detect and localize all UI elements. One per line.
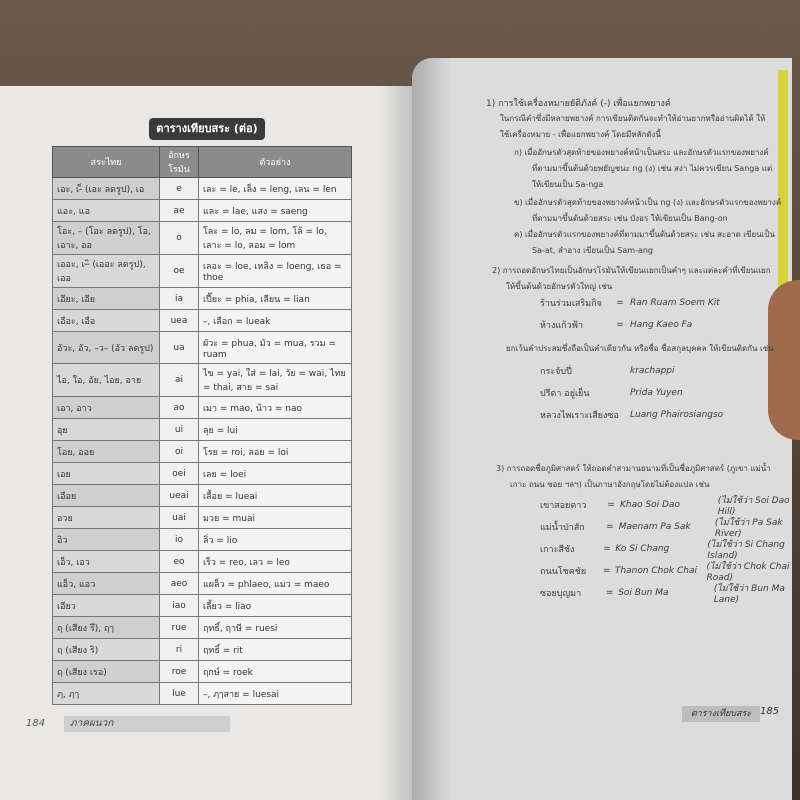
cell-thai-vowel: โอย, ออย bbox=[53, 441, 160, 463]
place-roman: Ko Si Chang bbox=[615, 544, 670, 554]
cell-example: ลุย = lui bbox=[198, 419, 351, 441]
list-item: ปรีดา อยู่เย็น Prida Yuyen bbox=[540, 388, 683, 399]
header-roman: อักษรโรมัน bbox=[160, 147, 199, 178]
table-row bbox=[53, 441, 352, 463]
cell-roman: e bbox=[160, 178, 199, 200]
cell-roman: ua bbox=[160, 332, 199, 364]
table-row bbox=[53, 485, 352, 507]
cell-thai-vowel: ฦ, ฦๅ bbox=[53, 683, 160, 705]
cell-example: –, เลือก = lueak bbox=[198, 310, 351, 332]
place-roman: Soi Bun Ma bbox=[618, 588, 669, 598]
cell-roman: aeo bbox=[160, 573, 199, 595]
cell-example: ฤทธิ์, ฤาษี = ruesi bbox=[198, 617, 351, 639]
vowel-table bbox=[52, 146, 352, 705]
text-line: Sa-at, สำอาง เขียนเป็น Sam-ang bbox=[532, 246, 654, 255]
cell-roman: ri bbox=[160, 639, 199, 661]
text-line: ข) เมื่ออักษรตัวสุดท้ายของพยางค์หน้าเป็น ng (ง) และอักษรตัวแรกของพยางค์ bbox=[514, 198, 782, 207]
cell-thai-vowel: เอา, อาว bbox=[53, 397, 160, 419]
place-note: (ไม่ใช้ว่า Bun Ma Lane) bbox=[713, 584, 785, 605]
place-thai: เขาสอยดาว bbox=[540, 501, 587, 511]
text-line: ค) เมื่ออักษรตัวแรกของพยางค์ที่ตามมาขึ้นต้นด้วยสระ เช่น สะอาด เขียนเป็น bbox=[514, 230, 775, 239]
table-row bbox=[53, 683, 352, 705]
cell-thai-vowel: อุย bbox=[53, 419, 160, 441]
place-note: (ไม่ใช้ว่า Soi Dao Hill) bbox=[717, 496, 790, 517]
header-thai-vowel: สระไทย bbox=[53, 147, 160, 178]
page-number-right: 185 bbox=[760, 706, 780, 717]
list-item bbox=[540, 494, 800, 516]
cell-thai-vowel: เอียะ, เอีย bbox=[53, 288, 160, 310]
list-item bbox=[540, 582, 800, 604]
equals: = bbox=[606, 522, 614, 532]
cell-roman: ueai bbox=[160, 485, 199, 507]
place-thai: เกาะสีชัง bbox=[540, 545, 575, 555]
header-example: ตัวอย่าง bbox=[198, 147, 351, 178]
text-line: ในกรณีคำซึ่งมีหลายพยางค์ การเขียนติดกันจะทำให้อ่านยากหรืออ่านผิดได้ ให้ bbox=[500, 114, 766, 123]
cell-roman: o bbox=[160, 222, 199, 255]
place-note: (ไม่ใช้ว่า Chok Chai Road) bbox=[706, 562, 790, 583]
text-line: ใช้เครื่องหมาย - เพื่อแยกพยางค์ โดยมีหลักดังนี้ bbox=[500, 130, 661, 139]
table-row bbox=[53, 255, 352, 288]
place-thai: แม่น้ำป่าสัก bbox=[540, 523, 585, 533]
list-item bbox=[540, 516, 800, 538]
cell-roman: iao bbox=[160, 595, 199, 617]
cell-thai-vowel: โอะ, – (โอะ ลดรูป), โอ, เอาะ, ออ bbox=[53, 222, 160, 255]
table-row bbox=[53, 288, 352, 310]
footer-title-left: ภาคผนวก bbox=[64, 716, 230, 732]
cell-roman: rue bbox=[160, 617, 199, 639]
cell-example: ฤทธิ์ = rit bbox=[198, 639, 351, 661]
cell-roman: oe bbox=[160, 255, 199, 288]
cell-example: เร็ว = reo, เลว = leo bbox=[198, 551, 351, 573]
cell-thai-vowel: ฤ (เสียง ริ) bbox=[53, 639, 160, 661]
table-row bbox=[53, 595, 352, 617]
table-title: ตารางเทียบสระ (ต่อ) bbox=[149, 118, 265, 140]
list-item: ร้านร่วมเสริมกิจ = Ran Ruam Soem Kit bbox=[540, 298, 720, 309]
table-row bbox=[53, 507, 352, 529]
gutter-shadow-left bbox=[380, 86, 414, 800]
list-item: ห้างแก้วฟ้า = Hang Kaeo Fa bbox=[540, 320, 693, 331]
equals: = bbox=[602, 566, 611, 576]
list-item bbox=[540, 560, 800, 582]
examples-names bbox=[540, 360, 740, 426]
cell-thai-vowel: เอะ, เ-็ (เอะ ลดรูป), เอ bbox=[53, 178, 160, 200]
place-note: (ไม่ใช้ว่า Si Chang Island) bbox=[707, 540, 785, 561]
cell-roman: oei bbox=[160, 463, 199, 485]
page-number-left: 184 bbox=[26, 718, 46, 729]
table-row bbox=[53, 397, 352, 419]
table-row bbox=[53, 222, 352, 255]
text-line: 2) การถอดอักษรไทยเป็นอักษรโรมันให้เขียนแยกเป็นคำๆ และแต่ละคำที่เขียนแยก bbox=[492, 266, 771, 275]
cell-example: เมา = mao, น้าว = nao bbox=[198, 397, 351, 419]
cell-example: เปี๊ยะ = phia, เลียน = lian bbox=[198, 288, 351, 310]
table-row bbox=[53, 463, 352, 485]
table-row bbox=[53, 573, 352, 595]
place-thai: ซอยบุญมา bbox=[540, 589, 582, 599]
table-row bbox=[53, 639, 352, 661]
cell-thai-vowel: เอือย bbox=[53, 485, 160, 507]
cell-roman: io bbox=[160, 529, 199, 551]
footer-title-right: ตารางเทียบสระ bbox=[682, 706, 760, 722]
list-item: กระจับปี่ krachappi bbox=[540, 366, 675, 377]
cell-thai-vowel: ฤ (เสียง รึ), ฤๅ bbox=[53, 617, 160, 639]
cell-example: ลิ่ว = lio bbox=[198, 529, 351, 551]
table-row bbox=[53, 419, 352, 441]
cell-thai-vowel: แอะ, แอ bbox=[53, 200, 160, 222]
cell-thai-vowel: เอียว bbox=[53, 595, 160, 617]
hand bbox=[768, 280, 800, 440]
cell-thai-vowel: อัวะ, อัว, –ว– (อัว ลดรูป) bbox=[53, 332, 160, 364]
cell-roman: uai bbox=[160, 507, 199, 529]
cell-example: และ = lae, แสง = saeng bbox=[198, 200, 351, 222]
equals: = bbox=[607, 500, 615, 510]
place-note: (ไม่ใช้ว่า Pa Sak River) bbox=[714, 518, 783, 539]
cell-roman: eo bbox=[160, 551, 199, 573]
cell-roman: ai bbox=[160, 364, 199, 397]
text-line: เกาะ ถนน ซอย ฯลฯ) เป็นภาษาอังกฤษโดยไม่ต้องแปล เช่น bbox=[510, 480, 710, 489]
list-item: หลวงไพเราะเสียงซอ Luang Phairosiangso bbox=[540, 410, 724, 421]
table-row bbox=[53, 310, 352, 332]
geographic-names bbox=[540, 494, 800, 604]
text-line: ยกเว้นคำประสมซึ่งถือเป็นคำเดียวกัน หรือชื่อ ชื่อสกุลบุคคล ให้เขียนติดกัน เช่น bbox=[506, 344, 774, 353]
cell-example: มวย = muai bbox=[198, 507, 351, 529]
cell-example: เลอะ = loe, เหลิง = loeng, เธอ = thoe bbox=[198, 255, 351, 288]
cell-thai-vowel: เออะ, เ–ิ (เออะ ลดรูป), เออ bbox=[53, 255, 160, 288]
text-line: ที่ตามมาขึ้นต้นด้วยสระ เช่น บังอร ให้เขียนเป็น Bang-on bbox=[532, 214, 728, 223]
table-row bbox=[53, 529, 352, 551]
table-row bbox=[53, 200, 352, 222]
cell-thai-vowel: เอ็ว, เอว bbox=[53, 551, 160, 573]
cell-roman: ao bbox=[160, 397, 199, 419]
page-edge-marker bbox=[778, 70, 788, 300]
place-roman: Maenam Pa Sak bbox=[618, 522, 691, 532]
cell-example: ไข = yai, ใส่ = lai, วัย = wai, ไทย = thai, สาย = sai bbox=[198, 364, 351, 397]
equals: = bbox=[603, 544, 611, 554]
cell-thai-vowel: ฤ (เสียง เรอ) bbox=[53, 661, 160, 683]
cell-example: เลี้ยว = liao bbox=[198, 595, 351, 617]
cell-example: ผัวะ = phua, มัว = mua, รวม = ruam bbox=[198, 332, 351, 364]
cell-thai-vowel: อวย bbox=[53, 507, 160, 529]
cell-example: แผล็ว = phlaeo, แมว = maeo bbox=[198, 573, 351, 595]
table-row bbox=[53, 178, 352, 200]
cell-example: เลย = loei bbox=[198, 463, 351, 485]
table-row bbox=[53, 332, 352, 364]
cell-roman: ae bbox=[160, 200, 199, 222]
place-roman: Thanon Chok Chai bbox=[614, 566, 697, 576]
examples-compound bbox=[540, 292, 740, 336]
table-row bbox=[53, 661, 352, 683]
cell-thai-vowel: เอย bbox=[53, 463, 160, 485]
place-roman: Khao Soi Dao bbox=[619, 500, 680, 510]
list-item bbox=[540, 538, 800, 560]
cell-roman: ui bbox=[160, 419, 199, 441]
text-line: ให้เขียนเป็น Sa-nga bbox=[532, 180, 604, 189]
equals: = bbox=[605, 588, 614, 598]
place-thai: ถนนโชคชัย bbox=[540, 567, 587, 577]
cell-example: ฤกษ์ = roek bbox=[198, 661, 351, 683]
cell-thai-vowel: ไอ, ใอ, อัย, ไอย, อาย bbox=[53, 364, 160, 397]
table-row bbox=[53, 617, 352, 639]
cell-example: เลื้อย = lueai bbox=[198, 485, 351, 507]
cell-example: –, ฦๅสาย = luesai bbox=[198, 683, 351, 705]
cell-roman: lue bbox=[160, 683, 199, 705]
cell-thai-vowel: อิว bbox=[53, 529, 160, 551]
cell-example: เละ = le, เล็ง = leng, เลน = len bbox=[198, 178, 351, 200]
cell-example: โละ = lo, ลม = lom, โล้ = lo, เลาะ = lo, ลอม = lom bbox=[198, 222, 351, 255]
cell-roman: ia bbox=[160, 288, 199, 310]
text-line: ให้ขึ้นต้นด้วยอักษรตัวใหญ่ เช่น bbox=[506, 282, 613, 291]
cell-roman: uea bbox=[160, 310, 199, 332]
text-line: ก) เมื่ออักษรตัวสุดท้ายของพยางค์หน้าเป็นสระ และอักษรตัวแรกของพยางค์ bbox=[514, 148, 769, 157]
text-line: ที่ตามมาขึ้นต้นด้วยพยัญชนะ ng (ง) เช่น สง่า ไม่ควรเขียน Sanga แต่ bbox=[532, 164, 773, 173]
table-row bbox=[53, 364, 352, 397]
cell-example: โรย = roi, ลอย = loi bbox=[198, 441, 351, 463]
gutter-shadow-right bbox=[412, 58, 452, 800]
table-row bbox=[53, 551, 352, 573]
cell-thai-vowel: แอ็ว, แอว bbox=[53, 573, 160, 595]
text-line: 3) การถอดชื่อภูมิศาสตร์ ให้ถอดคำสามานยนามที่เป็นชื่อภูมิศาสตร์ (ภูเขา แม่น้ำ bbox=[496, 464, 771, 473]
cell-thai-vowel: เอือะ, เอือ bbox=[53, 310, 160, 332]
cell-roman: roe bbox=[160, 661, 199, 683]
text-line: 1) การใช้เครื่องหมายยัติภังค์ (-) เพื่อแยกพยางค์ bbox=[486, 99, 671, 109]
cell-roman: oi bbox=[160, 441, 199, 463]
